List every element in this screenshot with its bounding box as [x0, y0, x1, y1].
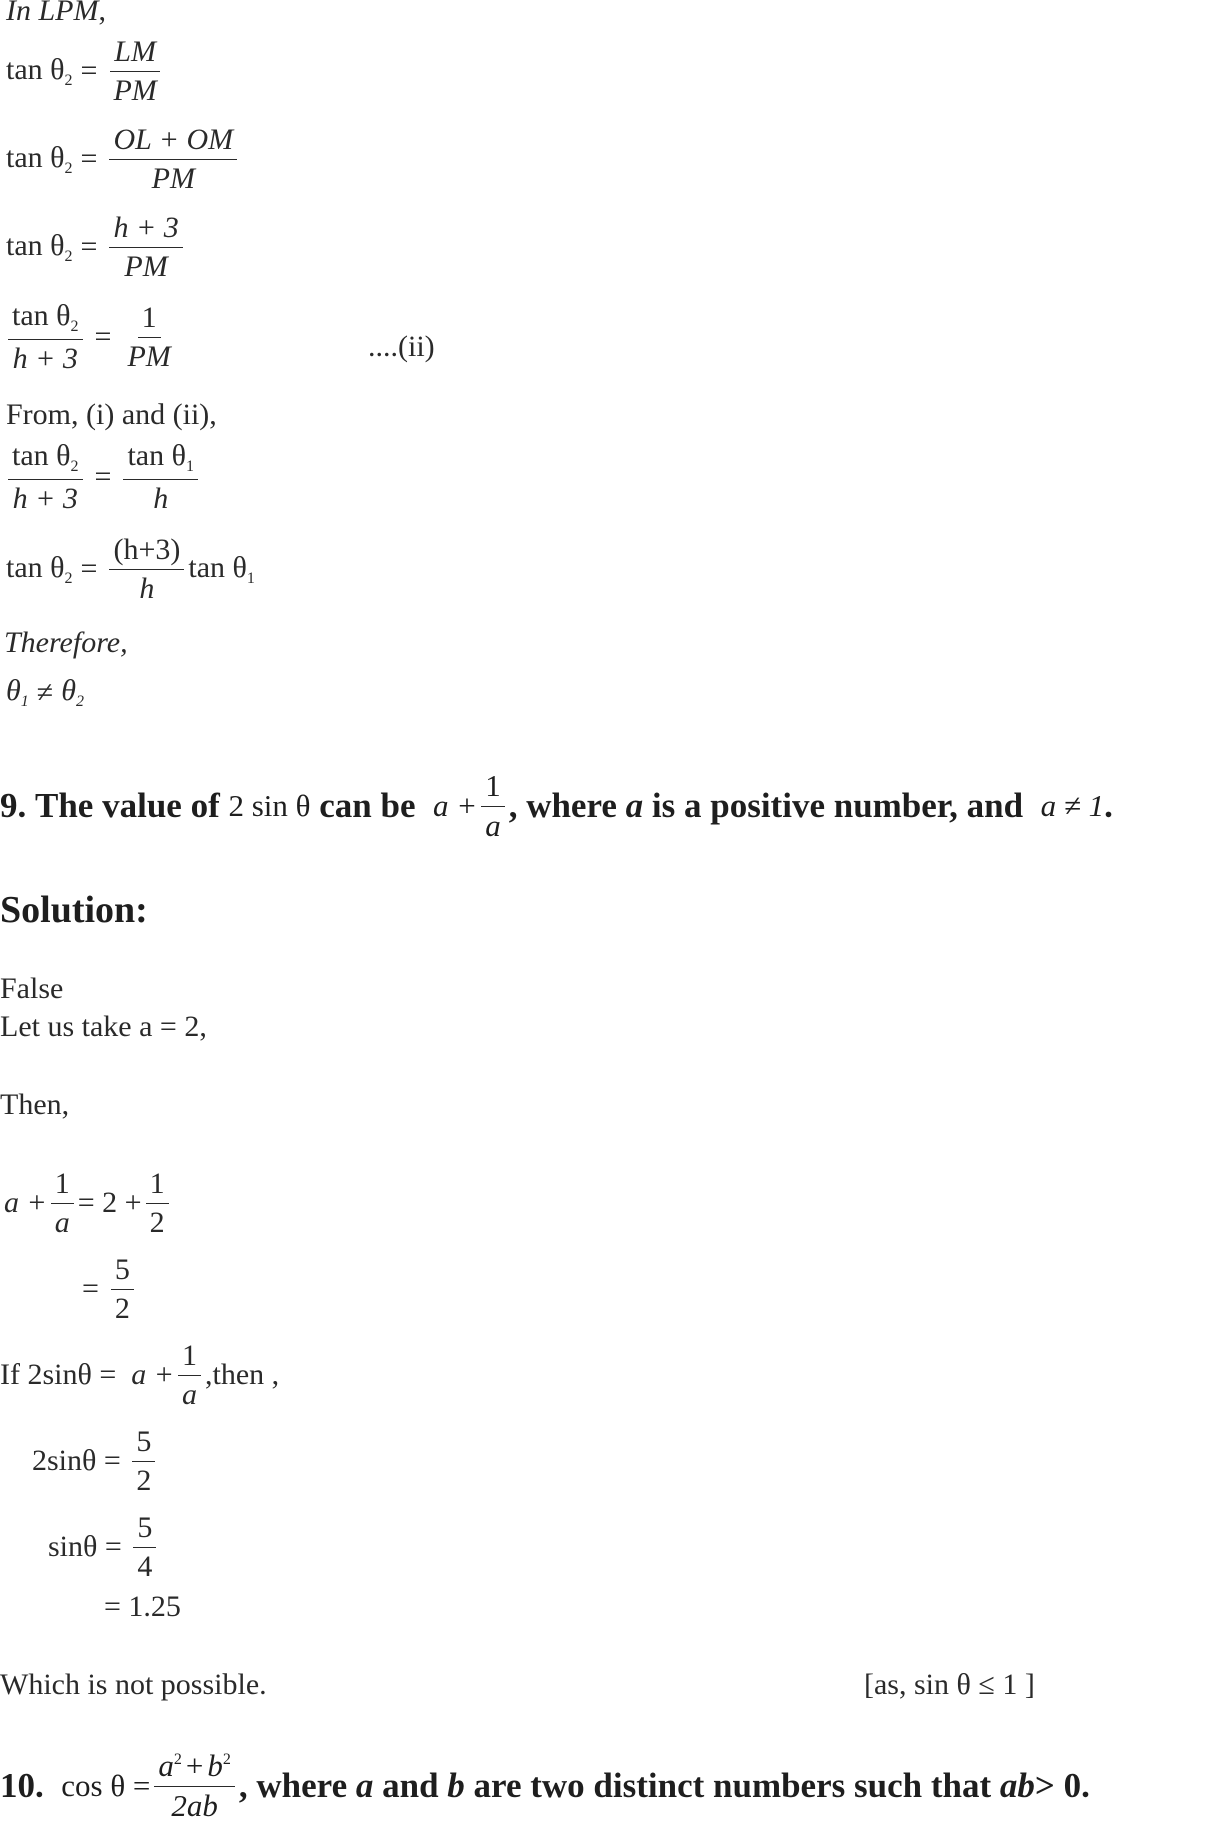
in-lpm-label: In LPM,: [6, 0, 106, 27]
equation-3: $\tan \theta_2$ = $\frac{h + 3}{PM}$: [6, 212, 187, 282]
solution-eq-2: = $\frac{5}{2}$: [74, 1254, 138, 1324]
equation-ref-ii: ....(ii): [368, 330, 435, 363]
therefore-label: Therefore,: [4, 626, 128, 659]
equation-5: $\frac{\tan \theta_2}{h + 3}$ = $\frac{\tan \theta_1}{h}$: [4, 440, 202, 514]
then-label: Then,: [0, 1088, 70, 1121]
reason-bracket: [as, sin θ ≤ 1 ]: [864, 1668, 1035, 1701]
answer-false: False: [0, 972, 64, 1005]
equation-2: $\tan \theta_2$ = $\frac{OL + OM}{PM}$: [6, 124, 241, 194]
solution-eq-4: sinθ = $\frac{5}{4}$: [48, 1512, 160, 1582]
not-possible-line: Which is not possible.: [0, 1668, 267, 1701]
from-line: From, (i) and (ii),: [6, 398, 217, 431]
solution-eq-3: 2sinθ = $\frac{5}{2}$: [32, 1426, 159, 1496]
question-9: 9. The value of 2 sin θ can be a + $\frac{1}{a}$ , where a is a positive number, and a ≠ 1 .: [0, 768, 1113, 843]
equation-6: $\tan \theta_2$ = $\frac{(h+3)}{h}$ $\tan \theta_1$: [6, 533, 255, 605]
solution-line-1: Let us take a = 2,: [0, 1010, 207, 1043]
theta-inequality: $\theta_1$ ≠ $\theta_2$: [6, 674, 84, 710]
question-10: 10. cos θ = $\frac{a^2 + b^2}{2ab}$ , where a and b are two distinct numbers such that ab > 0.: [0, 1748, 1090, 1823]
equation-4: $\frac{\tan \theta_2}{h + 3}$ = $\frac{1}{PM}$: [4, 300, 179, 374]
if-condition: If 2sinθ = a + $\frac{1}{a}$ ,then ,: [0, 1339, 280, 1411]
solution-eq-1: a + $\frac{1}{a}$ = 2 + $\frac{1}{2}$: [4, 1168, 173, 1238]
equation-1: $\tan \theta_2$ = $\frac{LM}{PM}$: [6, 36, 165, 106]
solution-heading: Solution:: [0, 889, 148, 931]
solution-eq-5: = 1.25: [104, 1590, 181, 1623]
